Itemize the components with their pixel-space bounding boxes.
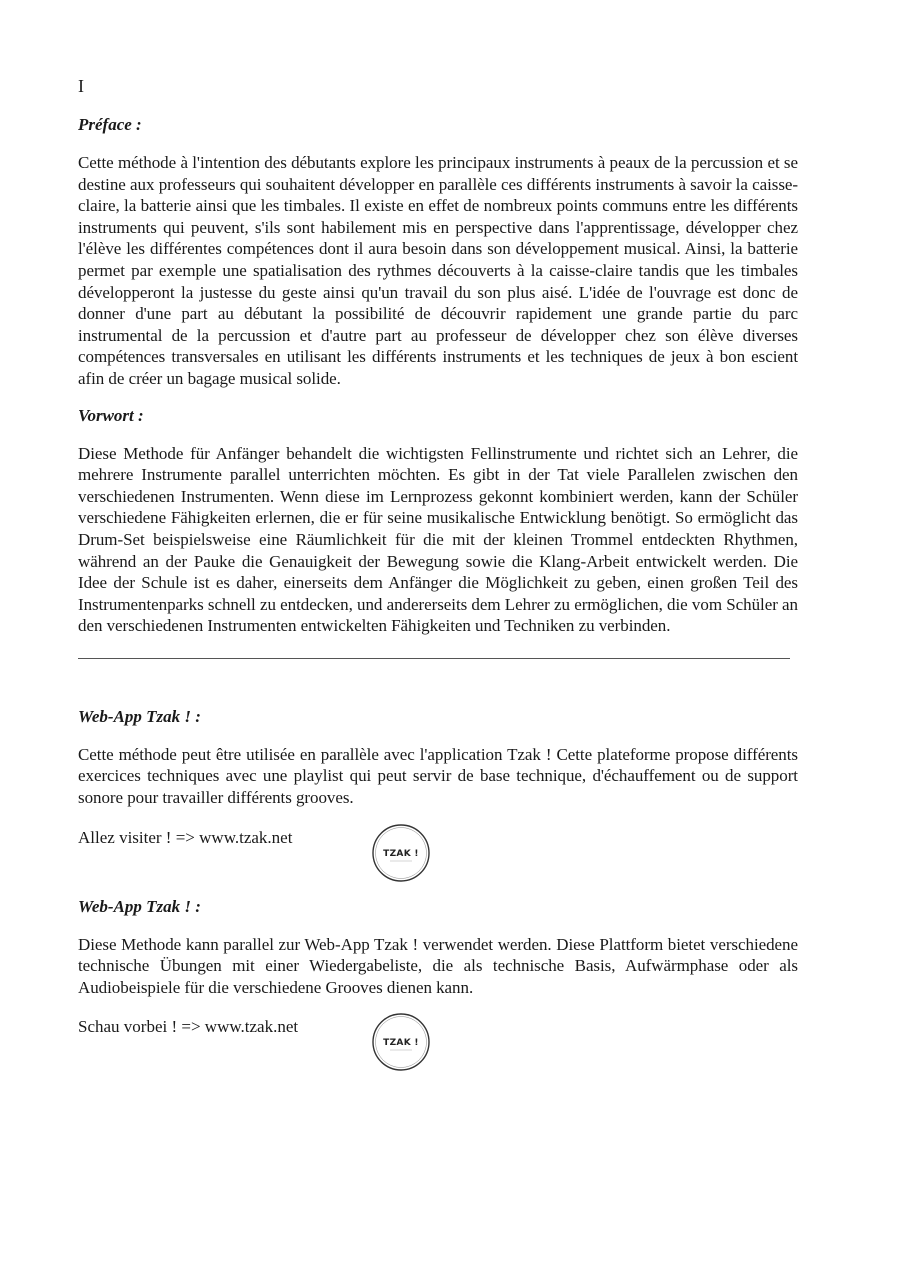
vorwort-paragraph: Diese Methode für Anfänger behandelt die wichtigsten Fellinstrumente und richtet sich an Lehrer, die mehrere Instrumente parallel unterrichten möchten. Es gibt in der Tat viele Parallelen zwischen den verschiedenen Instrumenten. Wenn diese im Lernprozess gekonnt kombiniert werden, kann der Schüler verschiedene Fähigkeiten erlernen, die er für seine musikalische Entwicklung benötigt. So ermöglicht das Drum-Set beispielsweise eine Räumlichkeit für die mit der kleinen Trommel entdeckten Rhythmen, während an der Pauke die Genauigkeit der Bewegung sowie die Klang-Arbeit entwickelt werden. Die Idee der Schule ist es daher, einerseits dem Anfänger die Möglichkeit zu geben, einen großen Teil des Instrumentenparks schnell zu entdecken, und andererseits dem Lehrer zu ermöglichen, die vom Schüler an den verschiedenen Instrumenten entwickelten Fähigkeiten und Techniken zu verbinden. bbox=[78, 443, 798, 636]
preface-heading: Préface : bbox=[78, 115, 142, 134]
section-divider bbox=[78, 658, 790, 659]
webapp-de-visit-row bbox=[78, 1011, 798, 1073]
webapp-de-heading: Web-App Tzak ! : bbox=[78, 896, 201, 916]
tzak-logo-icon[interactable] bbox=[370, 1011, 432, 1073]
preface-paragraph: Cette méthode à l'intention des débutants explore les principaux instruments à peaux de la percussion et se destine aux professeurs qui souhaitent développer en parallèle ces différents instruments à savoir la caisse-claire, la batterie ainsi que les timbales. Il existe en effet de nombreux points communs entre les différents instruments qui peuvent, s'ils sont habilement mis en perspective dans l'apprentissage, développer chez l'élève les différentes compétences dont il aura besoin dans son développement musical. Ainsi, la batterie permet par exemple une spatialisation des rythmes découverts à la caisse-claire tandis que les timbales développeront la justesse du geste ainsi qu'un travail du son plus aisé. L'idée de l'ouvrage est donc de donner d'une part au débutant la possibilité de découvrir rapidement une grande partie du parc instrumental de la percussion et d'autre part au professeur de développer chez son élève diverses compétences transversales en utilisant les différents instruments et les techniques de jeux à bon escient afin de créer un bagage musical solide. bbox=[78, 153, 798, 388]
webapp-fr-visit-link[interactable]: Allez visiter ! => www.tzak.net bbox=[78, 827, 293, 847]
page-number: I bbox=[78, 76, 84, 96]
webapp-fr-paragraph: Cette méthode peut être utilisée en parallèle avec l'application Tzak ! Cette plateforme propose différents exercices techniques avec une playlist qui peut servir de base technique, d'échauffement ou de support sonore pour travailler différents grooves. bbox=[78, 744, 798, 808]
webapp-de-paragraph: Diese Methode kann parallel zur Web-App Tzak ! verwendet werden. Diese Plattform bietet verschiedene technische Übungen mit einer Wiedergabeliste, die als technische Basis, Aufwärmphase oder als Audiobeispiele für die verschiedene Grooves dienen kann. bbox=[78, 934, 798, 997]
tzak-logo-text: TZAK ! bbox=[383, 848, 419, 859]
vorwort-heading: Vorwort : bbox=[78, 405, 144, 425]
tzak-logo-icon[interactable] bbox=[370, 822, 432, 884]
webapp-fr-heading: Web-App Tzak ! : bbox=[78, 706, 201, 726]
tzak-logo-text: TZAK ! bbox=[383, 1038, 419, 1049]
document-page bbox=[78, 74, 798, 1085]
webapp-fr-visit-row bbox=[78, 822, 798, 884]
webapp-de-visit-link[interactable]: Schau vorbei ! => www.tzak.net bbox=[78, 1017, 299, 1037]
